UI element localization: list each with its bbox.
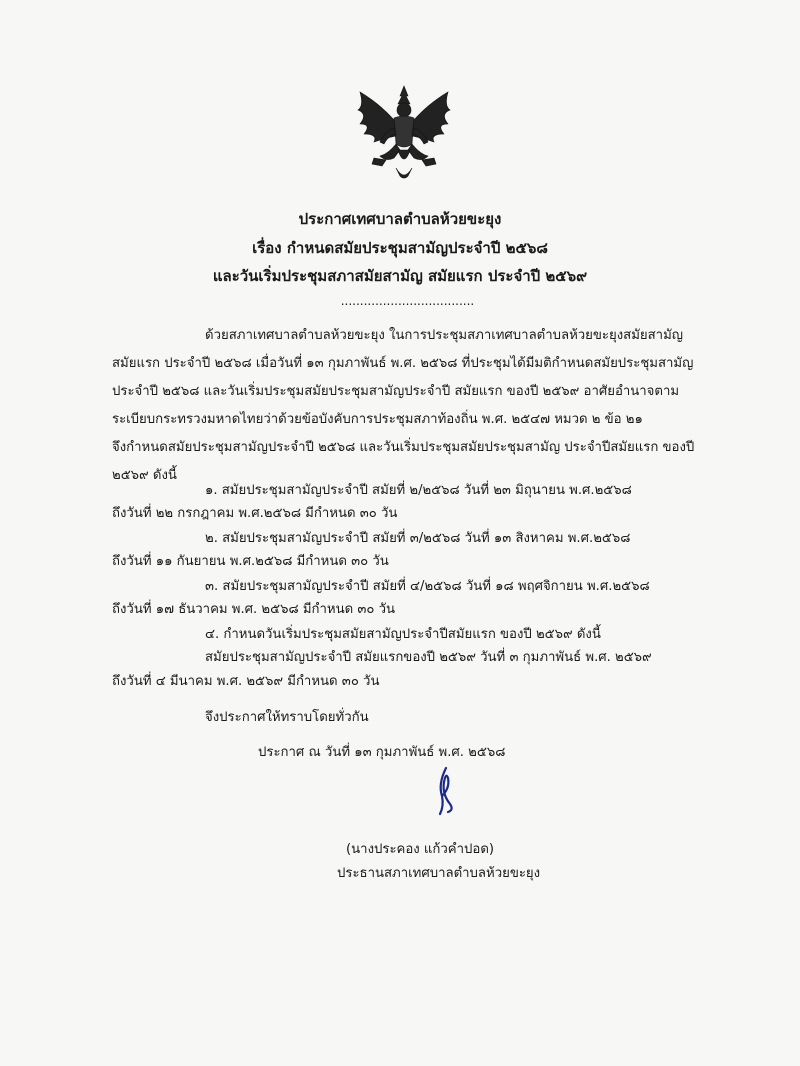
intro-line-4: ระเบียบกระทรวงมหาดไทยว่าด้วยข้อบังคับการประชุมสภาท้องถิ่น พ.ศ. ๒๕๔๗ หมวด ๒ ข้อ ๒๑ <box>112 412 643 427</box>
item-3-line-1: ๓. สมัยประชุมสามัญประจำปี สมัยที่ ๔/๒๕๖๘ วันที่ ๑๘ พฤศจิกายน พ.ศ.๒๕๖๘ <box>205 579 650 594</box>
garuda-emblem-icon <box>350 84 458 184</box>
item-4-line-1: ๔. กำหนดวันเริ่มประชุมสมัยสามัญประจำปีสมัยแรก ของปี ๒๕๖๙ ดังนี้ <box>205 627 601 642</box>
intro-line-2: สมัยแรก ประจำปี ๒๕๖๘ เมื่อวันที่ ๑๓ กุมภาพันธ์ พ.ศ. ๒๕๖๘ ที่ประชุมได้มีมติกำหนดสมัยประชุมสามัญ <box>112 356 694 371</box>
intro-line-3: ประจำปี ๒๕๖๘ และวันเริ่มประชุมสมัยประชุมสามัญประจำปี สมัยแรก ของปี ๒๕๖๙ อาศัยอำนาจตาม <box>112 384 680 399</box>
signer-name: (นางประคอง แก้วคำปอด) <box>346 842 495 857</box>
item-3-line-2: ถึงวันที่ ๑๗ ธันวาคม พ.ศ. ๒๕๖๘ มีกำหนด ๓๐ วัน <box>112 602 396 617</box>
item-1-line-2: ถึงวันที่ ๒๒ กรกฎาคม พ.ศ.๒๕๖๘ มีกำหนด ๓๐ วัน <box>112 506 398 521</box>
announcement-subject: เรื่อง กำหนดสมัยประชุมสามัญประจำปี ๒๕๖๘ <box>252 239 548 257</box>
announcement-subject-line2: และวันเริ่มประชุมสภาสมัยสามัญ สมัยแรก ประจำปี ๒๕๖๙ <box>212 267 588 285</box>
item-1-line-1: ๑. สมัยประชุมสามัญประจำปี สมัยที่ ๒/๒๕๖๘ วันที่ ๒๓ มิถุนายน พ.ศ.๒๕๖๘ <box>205 483 632 498</box>
item-2-line-2: ถึงวันที่ ๑๑ กันยายน พ.ศ.๒๕๖๘ มีกำหนด ๓๐ วัน <box>112 554 389 569</box>
item-4-line-2: สมัยประชุมสามัญประจำปี สมัยแรกของปี ๒๕๖๙ วันที่ ๓ กุมภาพันธ์ พ.ศ. ๒๕๖๙ <box>205 650 652 665</box>
signature-icon <box>428 766 462 816</box>
item-4-line-3: ถึงวันที่ ๔ มีนาคม พ.ศ. ๒๕๖๙ มีกำหนด ๓๐ วัน <box>112 674 380 689</box>
intro-line-6: ๒๕๖๙ ดังนี้ <box>112 468 177 483</box>
signer-position: ประธานสภาเทศบาลตำบลห้วยขะยุง <box>337 866 541 881</box>
announcement-title: ประกาศเทศบาลตำบลห้วยขะยุง <box>298 210 502 228</box>
closing-announce: จึงประกาศให้ทราบโดยทั่วกัน <box>205 710 369 725</box>
item-2-line-1: ๒. สมัยประชุมสามัญประจำปี สมัยที่ ๓/๒๕๖๘ วันที่ ๑๓ สิงหาคม พ.ศ.๒๕๖๘ <box>205 531 631 546</box>
intro-line-5: จึงกำหนดสมัยประชุมสามัญประจำปี ๒๕๖๘ และวันเริ่มประชุมสมัยประชุมสามัญ ประจำปีสมัยแรก ของปี <box>112 440 695 455</box>
intro-line-1: ด้วยสภาเทศบาลตำบลห้วยขะยุง ในการประชุมสภาเทศบาลตำบลห้วยขะยุงสมัยสามัญ <box>205 328 684 343</box>
dotted-separator: ................................... <box>340 294 475 308</box>
announcement-date: ประกาศ ณ วันที่ ๑๓ กุมภาพันธ์ พ.ศ. ๒๕๖๘ <box>258 745 506 760</box>
